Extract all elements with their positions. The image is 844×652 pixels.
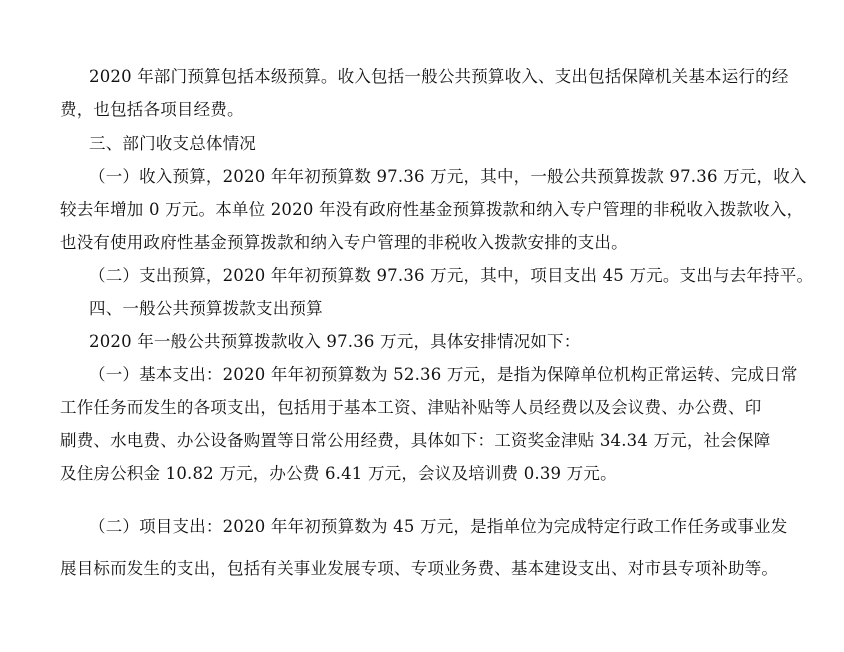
paragraph-income-line-3: 也没有使用政府性基金预算拨款和纳入专户管理的非税收入拨款安排的支出。 <box>60 233 628 252</box>
paragraph-income-line-2: 较去年增加 0 万元。本单位 2020 年没有政府性基金预算拨款和纳入专户管理的非税收入拨款收入， <box>60 200 804 219</box>
paragraph-general-budget-income: 2020 年一般公共预算拨款收入 97.36 万元，具体安排情况如下： <box>89 332 581 351</box>
paragraph-budget-scope-line-1: 2020 年部门预算包括本级预算。收入包括一般公共预算收入、支出包括保障机关基本运行的经 <box>89 67 789 86</box>
paragraph-budget-scope-line-2: 费，也包括各项目经费。 <box>60 100 244 119</box>
section-heading-3: 三、部门收支总体情况 <box>89 134 256 153</box>
paragraph-expenditure: （二）支出预算，2020 年年初预算数 97.36 万元，其中，项目支出 45 万元。支出与去年持平。 <box>89 266 814 285</box>
paragraph-basic-expenditure-line-4: 及住房公积金 10.82 万元，办公费 6.41 万元，会议及培训费 0.39 万元。 <box>60 464 617 483</box>
paragraph-basic-expenditure-line-3: 刷费、水电费、办公设备购置等日常公用经费，具体如下：工资奖金津贴 34.34 万元，社会保障 <box>60 431 771 450</box>
paragraph-basic-expenditure-line-1: （一）基本支出：2020 年年初预算数为 52.36 万元，是指为保障单位机构正常运转、完成日常 <box>89 365 798 384</box>
section-heading-4: 四、一般公共预算拨款支出预算 <box>89 299 323 318</box>
paragraph-basic-expenditure-line-2: 工作任务而发生的各项支出，包括用于基本工资、津贴补贴等人员经费以及会议费、办公费、印 <box>60 398 762 417</box>
paragraph-income-line-1: （一）收入预算，2020 年年初预算数 97.36 万元，其中，一般公共预算拨款 97.36 万元，收入 <box>89 167 807 186</box>
paragraph-project-expenditure-line-1: （二）项目支出：2020 年年初预算数为 45 万元，是指单位为完成特定行政工作任务或事业发 <box>89 517 788 536</box>
paragraph-project-expenditure-line-2: 展目标而发生的支出，包括有关事业发展专项、专项业务费、基本建设支出、对市县专项补助等。 <box>60 559 779 578</box>
